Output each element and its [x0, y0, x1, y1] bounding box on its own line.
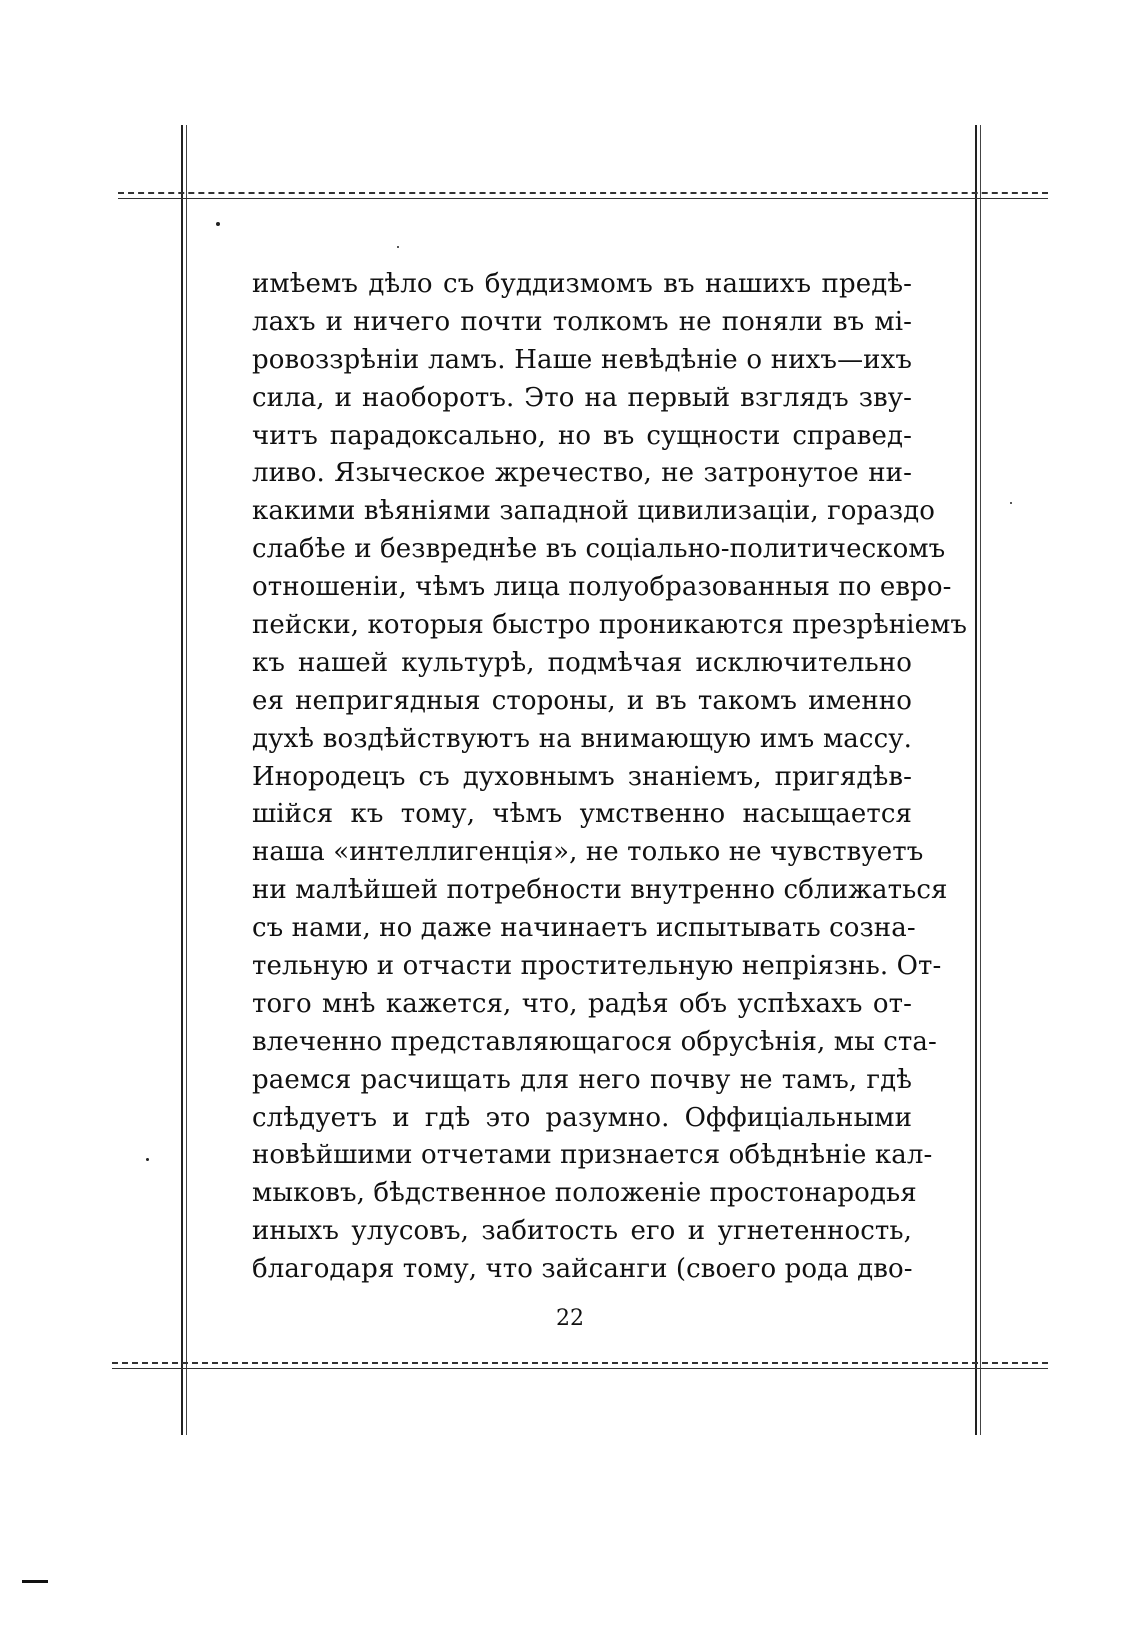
- text-line: ливо. Языческое жречество, не затронутое ни-: [252, 458, 912, 489]
- text-line: ни малѣйшей потребности внутренно сближаться: [252, 875, 948, 906]
- text-line: иныхъ улусовъ, забитость его и угнетенность,: [252, 1216, 912, 1247]
- scan-speck: [1010, 502, 1012, 504]
- text-line: ея непригядныя стороны, и въ такомъ именно: [252, 685, 912, 716]
- text-line: слабѣе и безвреднѣе въ соціально-политическомъ: [252, 534, 946, 565]
- frame-bottom-rule: [112, 1362, 1048, 1364]
- text-line: того мнѣ кажется, что, радѣя объ успѣхахъ от-: [252, 988, 912, 1019]
- text-line: какими вѣяніями западной цивилизаціи, гораздо: [252, 496, 936, 527]
- page-number: 22: [556, 1306, 584, 1331]
- text-line: пейски, которыя быстро проникаются презрѣніемъ: [252, 610, 968, 641]
- text-line: тельную и отчасти простительную непріязнь. От-: [252, 951, 942, 982]
- text-line: слѣдуетъ и гдѣ это разумно. Оффиціальными: [252, 1102, 912, 1133]
- text-line: лахъ и ничего почти толкомъ не поняли въ мі-: [252, 306, 912, 337]
- text-line: влеченно представляющагося обрусѣнія, мы ста-: [252, 1026, 937, 1057]
- text-line: Инородецъ съ духовнымъ знаніемъ, пригядѣв-: [252, 761, 912, 792]
- scan-speck: [216, 222, 220, 226]
- scan-dash-mark: [22, 1580, 48, 1583]
- frame-right-rule-inner: [980, 125, 981, 1435]
- text-line: наша «интеллигенція», не только не чувствуетъ: [252, 837, 924, 868]
- text-line: съ нами, но даже начинаетъ испытывать созна-: [252, 913, 916, 944]
- text-line: ровоззрѣніи ламъ. Наше невѣдѣніе о нихъ—ихъ: [252, 344, 912, 375]
- text-line: отношеніи, чѣмъ лица полуобразованныя по евро-: [252, 572, 952, 603]
- frame-top-rule-thin: [118, 198, 1048, 199]
- text-line: мыковъ, бѣдственное положеніе простонародья: [252, 1178, 917, 1209]
- frame-right-rule-outer: [975, 125, 977, 1435]
- frame-left-rule-outer: [181, 125, 183, 1435]
- body-text: [252, 266, 968, 1289]
- frame-top-rule: [118, 192, 1048, 194]
- text-line: духѣ воздѣйствуютъ на внимающую имъ массу.: [252, 723, 912, 754]
- text-line: новѣйшими отчетами признается обѣднѣніе кал-: [252, 1140, 933, 1171]
- text-line: къ нашей культурѣ, подмѣчая исключительно: [252, 647, 912, 678]
- scan-speck: [146, 1158, 149, 1161]
- frame-left-rule-inner: [186, 125, 187, 1435]
- text-line: шійся къ тому, чѣмъ умственно насыщается: [252, 799, 912, 830]
- text-line: благодаря тому, что зайсанги (своего рода дво-: [252, 1254, 913, 1285]
- text-line: имѣемъ дѣло съ буддизмомъ въ нашихъ предѣ-: [252, 269, 912, 299]
- text-line: читъ парадоксально, но въ сущности справед-: [252, 420, 912, 451]
- text-line: раемся расчищать для него почву не тамъ, гдѣ: [252, 1064, 912, 1095]
- frame-bottom-rule-thin: [112, 1368, 1048, 1369]
- text-line: сила, и наоборотъ. Это на первый взглядъ зву-: [252, 382, 912, 413]
- scan-speck: [397, 246, 399, 248]
